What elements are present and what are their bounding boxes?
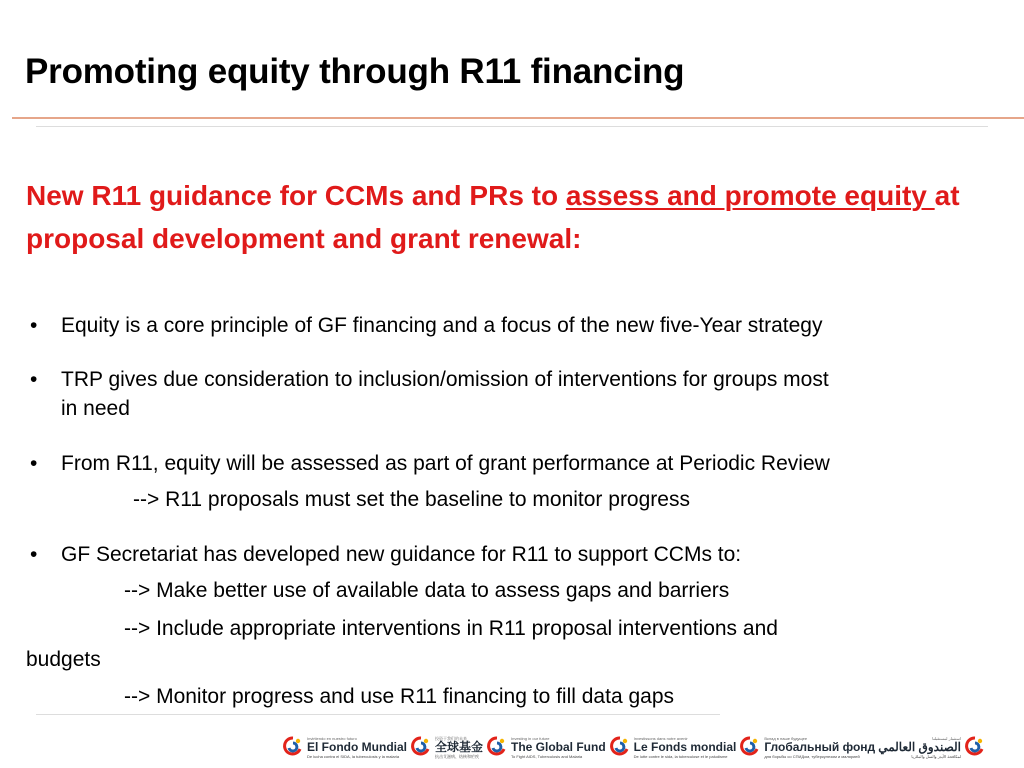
- logo-russian: [739, 735, 875, 759]
- logo-spanish: [282, 735, 407, 759]
- logo-tagline: Investissons dans notre avenir: [633, 735, 688, 741]
- logo-tagline: استثمار لمستقبلنا: [932, 735, 961, 741]
- global-fund-swirl-icon: [609, 735, 631, 759]
- global-fund-swirl-icon: [964, 735, 986, 759]
- logo-french: [609, 735, 737, 759]
- logo-subtitle: لمكافحة الأيدز والسل والملاريا: [911, 753, 961, 759]
- subheading-part2: at proposal development and grant renewal:: [26, 180, 960, 254]
- logo-subtitle: To Fight AIDS, Tuberculosis and Malaria: [511, 753, 583, 759]
- logo-tagline: Investing in our future: [511, 735, 550, 741]
- logo-name: Le Fonds mondial: [633, 739, 737, 754]
- bullet-subline: --> Include appropriate interventions in R11 proposal interventions and: [124, 617, 778, 640]
- global-fund-swirl-icon: [486, 735, 508, 759]
- logo-name: El Fondo Mundial: [307, 739, 407, 754]
- logo-name: Глобальный фонд: [764, 739, 876, 754]
- logo-subtitle: для борьбы со СПИДом, туберкулезом и малярией: [764, 753, 860, 759]
- logo-tagline: Вклад в наше будущее: [764, 735, 808, 741]
- global-fund-swirl-icon: [282, 735, 304, 759]
- bullet-subline-wrap: budgets: [26, 648, 101, 671]
- subheading-part1: New R11 guidance for CCMs and PRs to: [26, 180, 566, 211]
- bullet-text: TRP gives due consideration to inclusion/omission of interventions for groups most: [61, 368, 829, 391]
- global-fund-swirl-icon: [739, 735, 761, 759]
- logo-name: The Global Fund: [511, 739, 606, 754]
- bullet-text: From R11, equity will be assessed as part of grant performance at Periodic Review: [61, 452, 830, 475]
- logo-tagline: 投资于我们的未来: [434, 735, 467, 741]
- logo-name: 全球基金: [434, 739, 483, 754]
- logo-subtitle: De lucha contra el SIDA, la tuberculosis y la malaria: [307, 753, 400, 759]
- bullet-text: GF Secretariat has developed new guidance for R11 to support CCMs to:: [61, 543, 742, 566]
- bullet-marker: •: [30, 543, 38, 566]
- footer-logo-strip: [282, 730, 986, 764]
- bullet-subline: --> Make better use of available data to assess gaps and barriers: [124, 579, 730, 602]
- logo-subtitle: 抗击艾滋病、结核和疟疾: [434, 753, 479, 759]
- logo-subtitle: De lutte contre le sida, la tuberculose et le paludisme: [633, 753, 728, 759]
- logo-arabic: [878, 735, 986, 759]
- bullet-text: Equity is a core principle of GF financing and a focus of the new five-Year strategy: [61, 314, 823, 337]
- bullet-text-continuation: in need: [61, 397, 130, 420]
- content-top-divider: [36, 126, 988, 127]
- title-divider: [12, 117, 1024, 119]
- logo-name: الصندوق العالمي: [878, 739, 961, 754]
- subheading-underlined: assess and promote equity: [565, 180, 935, 211]
- logo-tagline: Invirtiendo en nuestro futuro: [307, 735, 357, 741]
- logo-english: [486, 735, 606, 759]
- slide-subheading: [26, 174, 1016, 260]
- bullet-subline: --> Monitor progress and use R11 financing to fill data gaps: [124, 685, 674, 708]
- global-fund-swirl-icon: [410, 735, 432, 759]
- bullet-marker: •: [30, 368, 38, 391]
- bullet-subline: --> R11 proposals must set the baseline to monitor progress: [133, 488, 690, 511]
- bullet-marker: •: [30, 452, 38, 475]
- bullet-marker: •: [30, 314, 38, 337]
- content-bottom-divider: [36, 714, 720, 715]
- logo-chinese: [410, 735, 483, 759]
- slide-title: Promoting equity through R11 financing: [25, 52, 685, 91]
